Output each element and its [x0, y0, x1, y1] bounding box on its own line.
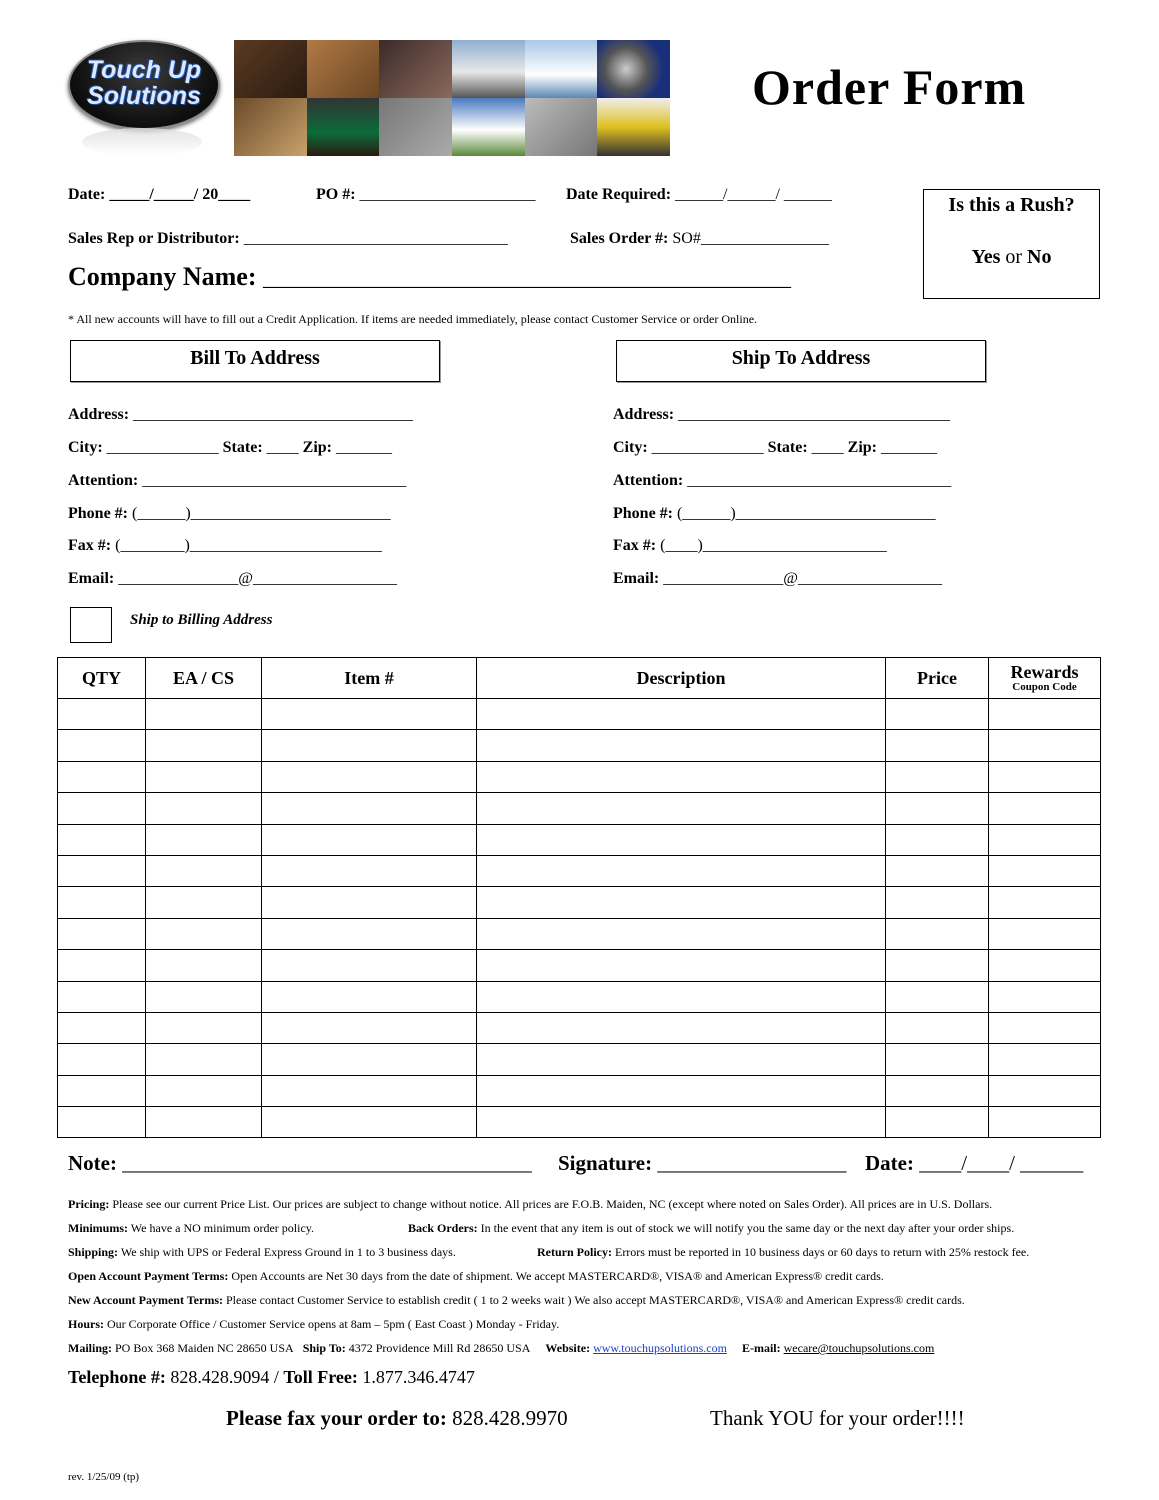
table-row	[58, 1075, 1101, 1106]
column-header-qty: QTY	[58, 658, 146, 699]
note-label: Note:	[68, 1151, 117, 1175]
pricing-text: Please see our current Price List. Our prices are subject to change without notice. All prices are F.O.B. Maiden, NC (except where noted on Sales Order). All prices are in U.S. Dollars.	[112, 1197, 993, 1211]
cell-description[interactable]	[477, 1075, 886, 1106]
open-account-text: Open Accounts are Net 30 days from the date of shipment. We accept MASTERCARD®, VISA® and American Express® credit cards.	[231, 1269, 884, 1283]
cell-price[interactable]	[886, 761, 989, 792]
sales-order-value: SO#________________	[672, 230, 829, 247]
cell-item[interactable]	[262, 1012, 477, 1043]
sales-rep-label: Sales Rep or Distributor:	[68, 230, 240, 247]
rush-yes[interactable]: Yes	[971, 246, 1001, 268]
ship-phone-label: Phone #:	[613, 505, 673, 522]
shipping-text: We ship with UPS or Federal Express Ground in 1 to 3 business days.	[120, 1245, 456, 1259]
bill-email-label: Email:	[68, 570, 115, 587]
cell-description[interactable]	[477, 761, 886, 792]
column-header-description: Description	[477, 658, 886, 699]
cell-price[interactable]	[886, 730, 989, 761]
cell-rewards[interactable]	[989, 1044, 1101, 1075]
note-blank: _______________________________________	[122, 1151, 532, 1175]
minimums-label: Minimums:	[68, 1221, 128, 1235]
ship-email-blank: _______________@__________________	[663, 570, 942, 587]
signature-label: Signature:	[558, 1151, 653, 1175]
cell-description[interactable]	[477, 793, 886, 824]
table-row	[58, 950, 1101, 981]
rush-options	[924, 246, 1099, 269]
new-account-text: Please contact Customer Service to establish credit ( 1 to 2 weeks wait ) We also accept MASTERCARD®, VISA® and American Express® credit cards.	[225, 1293, 965, 1307]
thank-you-message: Thank YOU for your order!!!!	[710, 1406, 965, 1430]
table-row	[58, 855, 1101, 886]
pricing-terms	[68, 1197, 992, 1212]
sales-rep-field[interactable]	[68, 230, 508, 248]
ship-attention-field[interactable]	[613, 472, 951, 490]
ship-city-field[interactable]	[613, 439, 937, 457]
cell-ea-cs[interactable]	[146, 1012, 262, 1043]
logo-line-2: Solutions	[87, 82, 201, 110]
bill-city-blank: ______________	[106, 439, 219, 456]
collage-tile-pool-table	[307, 98, 380, 156]
bill-email-field[interactable]	[68, 570, 397, 588]
new-account-label: New Account Payment Terms:	[68, 1293, 223, 1307]
bill-zip-label: Zip:	[302, 439, 332, 456]
cell-rewards[interactable]	[989, 887, 1101, 918]
cell-qty[interactable]	[58, 824, 146, 855]
rewards-label: Rewards	[1010, 661, 1079, 682]
cell-description[interactable]	[477, 918, 886, 949]
cell-item[interactable]	[262, 855, 477, 886]
cell-rewards[interactable]	[989, 824, 1101, 855]
collage-tile-hands	[379, 40, 452, 98]
footer-date-blank: ____/____/ ______	[919, 1151, 1084, 1175]
fax-order-label: Please fax your order to:	[226, 1406, 447, 1430]
date-required-blank: ______/______/ ______	[675, 186, 832, 203]
column-header-ea-cs: EA / CS	[146, 658, 262, 699]
email-link[interactable]: wecare@touchupsolutions.com	[783, 1341, 935, 1355]
cell-ea-cs[interactable]	[146, 761, 262, 792]
cell-description[interactable]	[477, 730, 886, 761]
table-row	[58, 1107, 1101, 1138]
cell-rewards[interactable]	[989, 950, 1101, 981]
cell-price[interactable]	[886, 950, 989, 981]
fax-order-number: 828.428.9970	[452, 1406, 568, 1430]
ship-fax-blank: (____)_______________________	[660, 537, 887, 554]
contact-line	[68, 1341, 934, 1356]
logo-reflection	[82, 128, 202, 156]
cell-item[interactable]	[262, 950, 477, 981]
back-orders-terms	[408, 1221, 1014, 1236]
rush-or: or	[1005, 246, 1023, 268]
page-title: Order Form	[752, 59, 1027, 115]
cell-item[interactable]	[262, 824, 477, 855]
bill-attention-label: Attention:	[68, 472, 139, 489]
ship-address-label: Address:	[613, 406, 675, 423]
signature-blank: __________________	[657, 1151, 847, 1175]
po-blank: ______________________	[359, 186, 536, 203]
cell-description[interactable]	[477, 1044, 886, 1075]
bill-phone-field[interactable]	[68, 505, 391, 523]
bill-to-heading: Bill To Address	[70, 340, 440, 382]
cell-rewards[interactable]	[989, 1012, 1101, 1043]
cell-qty[interactable]	[58, 887, 146, 918]
shipping-terms	[68, 1245, 456, 1260]
note-field[interactable]	[68, 1151, 532, 1176]
cell-rewards[interactable]	[989, 855, 1101, 886]
collage-tile-panel	[379, 98, 452, 156]
cell-item[interactable]	[262, 1107, 477, 1138]
column-header-item: Item #	[262, 658, 477, 699]
cell-item[interactable]	[262, 793, 477, 824]
coupon-code-label: Coupon Code	[1012, 680, 1077, 693]
return-policy-label: Return Policy:	[537, 1245, 612, 1259]
column-header-rewards	[989, 658, 1101, 699]
cell-qty[interactable]	[58, 1044, 146, 1075]
footer-date-label: Date:	[865, 1151, 914, 1175]
new-account-terms	[68, 1293, 965, 1308]
cell-price[interactable]	[886, 855, 989, 886]
table-row	[58, 887, 1101, 918]
table-row	[58, 1044, 1101, 1075]
company-logo	[68, 40, 220, 130]
cell-item[interactable]	[262, 918, 477, 949]
company-name-field[interactable]	[68, 262, 791, 292]
cell-ea-cs[interactable]	[146, 918, 262, 949]
cell-price[interactable]	[886, 981, 989, 1012]
cell-price[interactable]	[886, 699, 989, 730]
cell-description[interactable]	[477, 855, 886, 886]
cell-description[interactable]	[477, 950, 886, 981]
logo-line-1: Touch Up	[86, 56, 202, 84]
telephone-label: Telephone #:	[68, 1367, 166, 1387]
cell-ea-cs[interactable]	[146, 950, 262, 981]
cell-description[interactable]	[477, 887, 886, 918]
table-row	[58, 918, 1101, 949]
cell-qty[interactable]	[58, 1075, 146, 1106]
cell-price[interactable]	[886, 1075, 989, 1106]
shipping-label: Shipping:	[68, 1245, 119, 1259]
product-photo-collage	[234, 40, 670, 156]
cell-price[interactable]	[886, 918, 989, 949]
footer-date-field[interactable]	[865, 1151, 1083, 1176]
mailing-address: PO Box 368 Maiden NC 28650 USA	[115, 1341, 294, 1355]
cell-rewards[interactable]	[989, 1107, 1101, 1138]
cell-qty[interactable]	[58, 793, 146, 824]
order-items-table	[57, 657, 1101, 1138]
ship-email-field[interactable]	[613, 570, 942, 588]
cell-rewards[interactable]	[989, 761, 1101, 792]
collage-tile-forklift	[597, 98, 670, 156]
cell-description[interactable]	[477, 1012, 886, 1043]
revision-note: rev. 1/25/09 (tp)	[68, 1471, 140, 1483]
back-orders-text: In the event that any item is out of stock we will notify you the same day or the next day after your order ships.	[480, 1221, 1015, 1235]
ship-zip-blank: _______	[880, 439, 937, 456]
cell-rewards[interactable]	[989, 1075, 1101, 1106]
bill-address-blank: ___________________________________	[133, 406, 414, 423]
website-link[interactable]: www.touchupsolutions.com	[593, 1341, 727, 1355]
cell-item[interactable]	[262, 981, 477, 1012]
bill-city-label: City:	[68, 439, 103, 456]
email-label: E-mail:	[741, 1341, 781, 1355]
back-orders-label: Back Orders:	[408, 1221, 478, 1235]
cell-ea-cs[interactable]	[146, 1107, 262, 1138]
cell-qty[interactable]	[58, 1107, 146, 1138]
credit-application-note: * All new accounts will have to fill out a Credit Application. If items are needed immediately, please contact Customer Service or order Online.	[68, 312, 758, 326]
return-policy-terms	[537, 1245, 1029, 1260]
bill-fax-field[interactable]	[68, 537, 382, 555]
ship-email-label: Email:	[613, 570, 660, 587]
rush-no[interactable]: No	[1027, 246, 1052, 268]
bill-attention-blank: _________________________________	[142, 472, 407, 489]
bill-fax-label: Fax #:	[68, 537, 112, 554]
cell-ea-cs[interactable]	[146, 887, 262, 918]
table-row	[58, 699, 1101, 730]
cell-description[interactable]	[477, 699, 886, 730]
table-row	[58, 761, 1101, 792]
cell-ea-cs[interactable]	[146, 730, 262, 761]
cell-item[interactable]	[262, 1075, 477, 1106]
date-required-label: Date Required:	[566, 186, 672, 203]
column-header-price: Price	[886, 658, 989, 699]
po-field[interactable]	[316, 186, 536, 204]
signature-field[interactable]	[558, 1151, 846, 1176]
cell-ea-cs[interactable]	[146, 855, 262, 886]
bill-address-label: Address:	[68, 406, 130, 423]
cell-ea-cs[interactable]	[146, 1044, 262, 1075]
ship-attention-blank: _________________________________	[687, 472, 952, 489]
table-row	[58, 730, 1101, 761]
cell-rewards[interactable]	[989, 730, 1101, 761]
ship-phone-blank: (______)_________________________	[677, 505, 936, 522]
bill-fax-blank: (________)________________________	[115, 537, 382, 554]
ship-zip-label: Zip:	[847, 439, 877, 456]
rush-box[interactable]	[923, 189, 1100, 299]
company-name-label: Company Name:	[68, 262, 257, 291]
ship-state-label: State:	[767, 439, 808, 456]
toll-free-number: 1.877.346.4747	[362, 1367, 475, 1387]
cell-description[interactable]	[477, 824, 886, 855]
collage-tile-boat	[525, 40, 598, 98]
bill-city-field[interactable]	[68, 439, 392, 457]
date-blank: _____/_____/ 20____	[109, 186, 251, 203]
cell-price[interactable]	[886, 793, 989, 824]
ship-state-blank: ____	[811, 439, 844, 456]
cell-ea-cs[interactable]	[146, 981, 262, 1012]
bill-state-blank: ____	[266, 439, 299, 456]
ship-to-address: 4372 Providence Mill Rd 28650 USA	[348, 1341, 531, 1355]
table-row	[58, 793, 1101, 824]
website-label: Website:	[545, 1341, 591, 1355]
ship-fax-label: Fax #:	[613, 537, 657, 554]
cell-description[interactable]	[477, 1107, 886, 1138]
ship-fax-field[interactable]	[613, 537, 887, 555]
ship-city-label: City:	[613, 439, 648, 456]
cell-qty[interactable]	[58, 950, 146, 981]
cell-rewards[interactable]	[989, 793, 1101, 824]
cell-item[interactable]	[262, 1044, 477, 1075]
bill-phone-label: Phone #:	[68, 505, 128, 522]
cell-price[interactable]	[886, 824, 989, 855]
ship-to-label: Ship To:	[302, 1341, 346, 1355]
po-label: PO #:	[316, 186, 356, 203]
minimums-terms	[68, 1221, 314, 1236]
sales-order-field[interactable]	[570, 230, 829, 248]
table-header-row	[58, 658, 1101, 699]
ship-city-blank: ______________	[651, 439, 764, 456]
cell-price[interactable]	[886, 1012, 989, 1043]
cell-item[interactable]	[262, 730, 477, 761]
telephone-number: 828.428.9094	[170, 1367, 270, 1387]
ship-attention-label: Attention:	[613, 472, 684, 489]
collage-tile-furniture	[234, 40, 307, 98]
cell-price[interactable]	[886, 1107, 989, 1138]
minimums-text: We have a NO minimum order policy.	[130, 1221, 315, 1235]
ship-to-billing-checkbox[interactable]	[70, 607, 112, 643]
hours-terms	[68, 1317, 559, 1332]
cell-item[interactable]	[262, 887, 477, 918]
rush-question: Is this a Rush?	[948, 194, 1075, 216]
return-policy-text: Errors must be reported in 10 business days or 60 days to return with 25% restock fee.	[614, 1245, 1030, 1259]
cell-qty[interactable]	[58, 761, 146, 792]
telephone-separator: /	[273, 1367, 279, 1387]
collage-tile-jet	[452, 40, 525, 98]
cell-qty[interactable]	[58, 1012, 146, 1043]
mailing-label: Mailing:	[68, 1341, 112, 1355]
toll-free-label: Toll Free:	[283, 1367, 358, 1387]
bill-zip-blank: _______	[335, 439, 392, 456]
collage-tile-metal	[525, 98, 598, 156]
hours-label: Hours:	[68, 1317, 104, 1331]
cell-qty[interactable]	[58, 981, 146, 1012]
table-row	[58, 1012, 1101, 1043]
cell-ea-cs[interactable]	[146, 699, 262, 730]
bill-email-blank: _______________@__________________	[118, 570, 397, 587]
cell-price[interactable]	[886, 887, 989, 918]
table-row	[58, 824, 1101, 855]
ship-phone-field[interactable]	[613, 505, 936, 523]
cell-ea-cs[interactable]	[146, 824, 262, 855]
cell-qty[interactable]	[58, 855, 146, 886]
company-name-blank: ________________________________________________	[263, 265, 791, 290]
hours-text: Our Corporate Office / Customer Service opens at 8am – 5pm ( East Coast ) Monday - Friday.	[107, 1317, 560, 1331]
collage-tile-wheel	[597, 40, 670, 98]
cell-rewards[interactable]	[989, 699, 1101, 730]
cell-ea-cs[interactable]	[146, 1075, 262, 1106]
date-required-field[interactable]	[566, 186, 832, 204]
date-field[interactable]	[68, 186, 250, 204]
collage-tile-kitchen	[234, 98, 307, 156]
pricing-label: Pricing:	[68, 1197, 110, 1211]
open-account-terms	[68, 1269, 884, 1284]
cell-item[interactable]	[262, 699, 477, 730]
cell-ea-cs[interactable]	[146, 793, 262, 824]
table-row	[58, 981, 1101, 1012]
bill-state-label: State:	[222, 439, 263, 456]
cell-item[interactable]	[262, 761, 477, 792]
cell-rewards[interactable]	[989, 981, 1101, 1012]
ship-address-field[interactable]	[613, 406, 950, 424]
telephone-line	[68, 1367, 475, 1388]
ship-to-billing-label: Ship to Billing Address	[130, 612, 273, 628]
sales-order-label: Sales Order #:	[570, 230, 669, 247]
date-label: Date:	[68, 186, 106, 203]
collage-tile-chairs	[307, 40, 380, 98]
sales-rep-blank: _________________________________	[243, 230, 508, 247]
cell-qty[interactable]	[58, 918, 146, 949]
bill-phone-blank: (______)_________________________	[132, 505, 391, 522]
cell-description[interactable]	[477, 981, 886, 1012]
cell-qty[interactable]	[58, 730, 146, 761]
cell-qty[interactable]	[58, 699, 146, 730]
fax-order-line	[226, 1406, 568, 1431]
collage-tile-golf	[452, 98, 525, 156]
ship-to-heading: Ship To Address	[616, 340, 986, 382]
open-account-label: Open Account Payment Terms:	[68, 1269, 229, 1283]
bill-address-field[interactable]	[68, 406, 413, 424]
cell-price[interactable]	[886, 1044, 989, 1075]
ship-address-blank: __________________________________	[678, 406, 951, 423]
bill-attention-field[interactable]	[68, 472, 406, 490]
cell-rewards[interactable]	[989, 918, 1101, 949]
